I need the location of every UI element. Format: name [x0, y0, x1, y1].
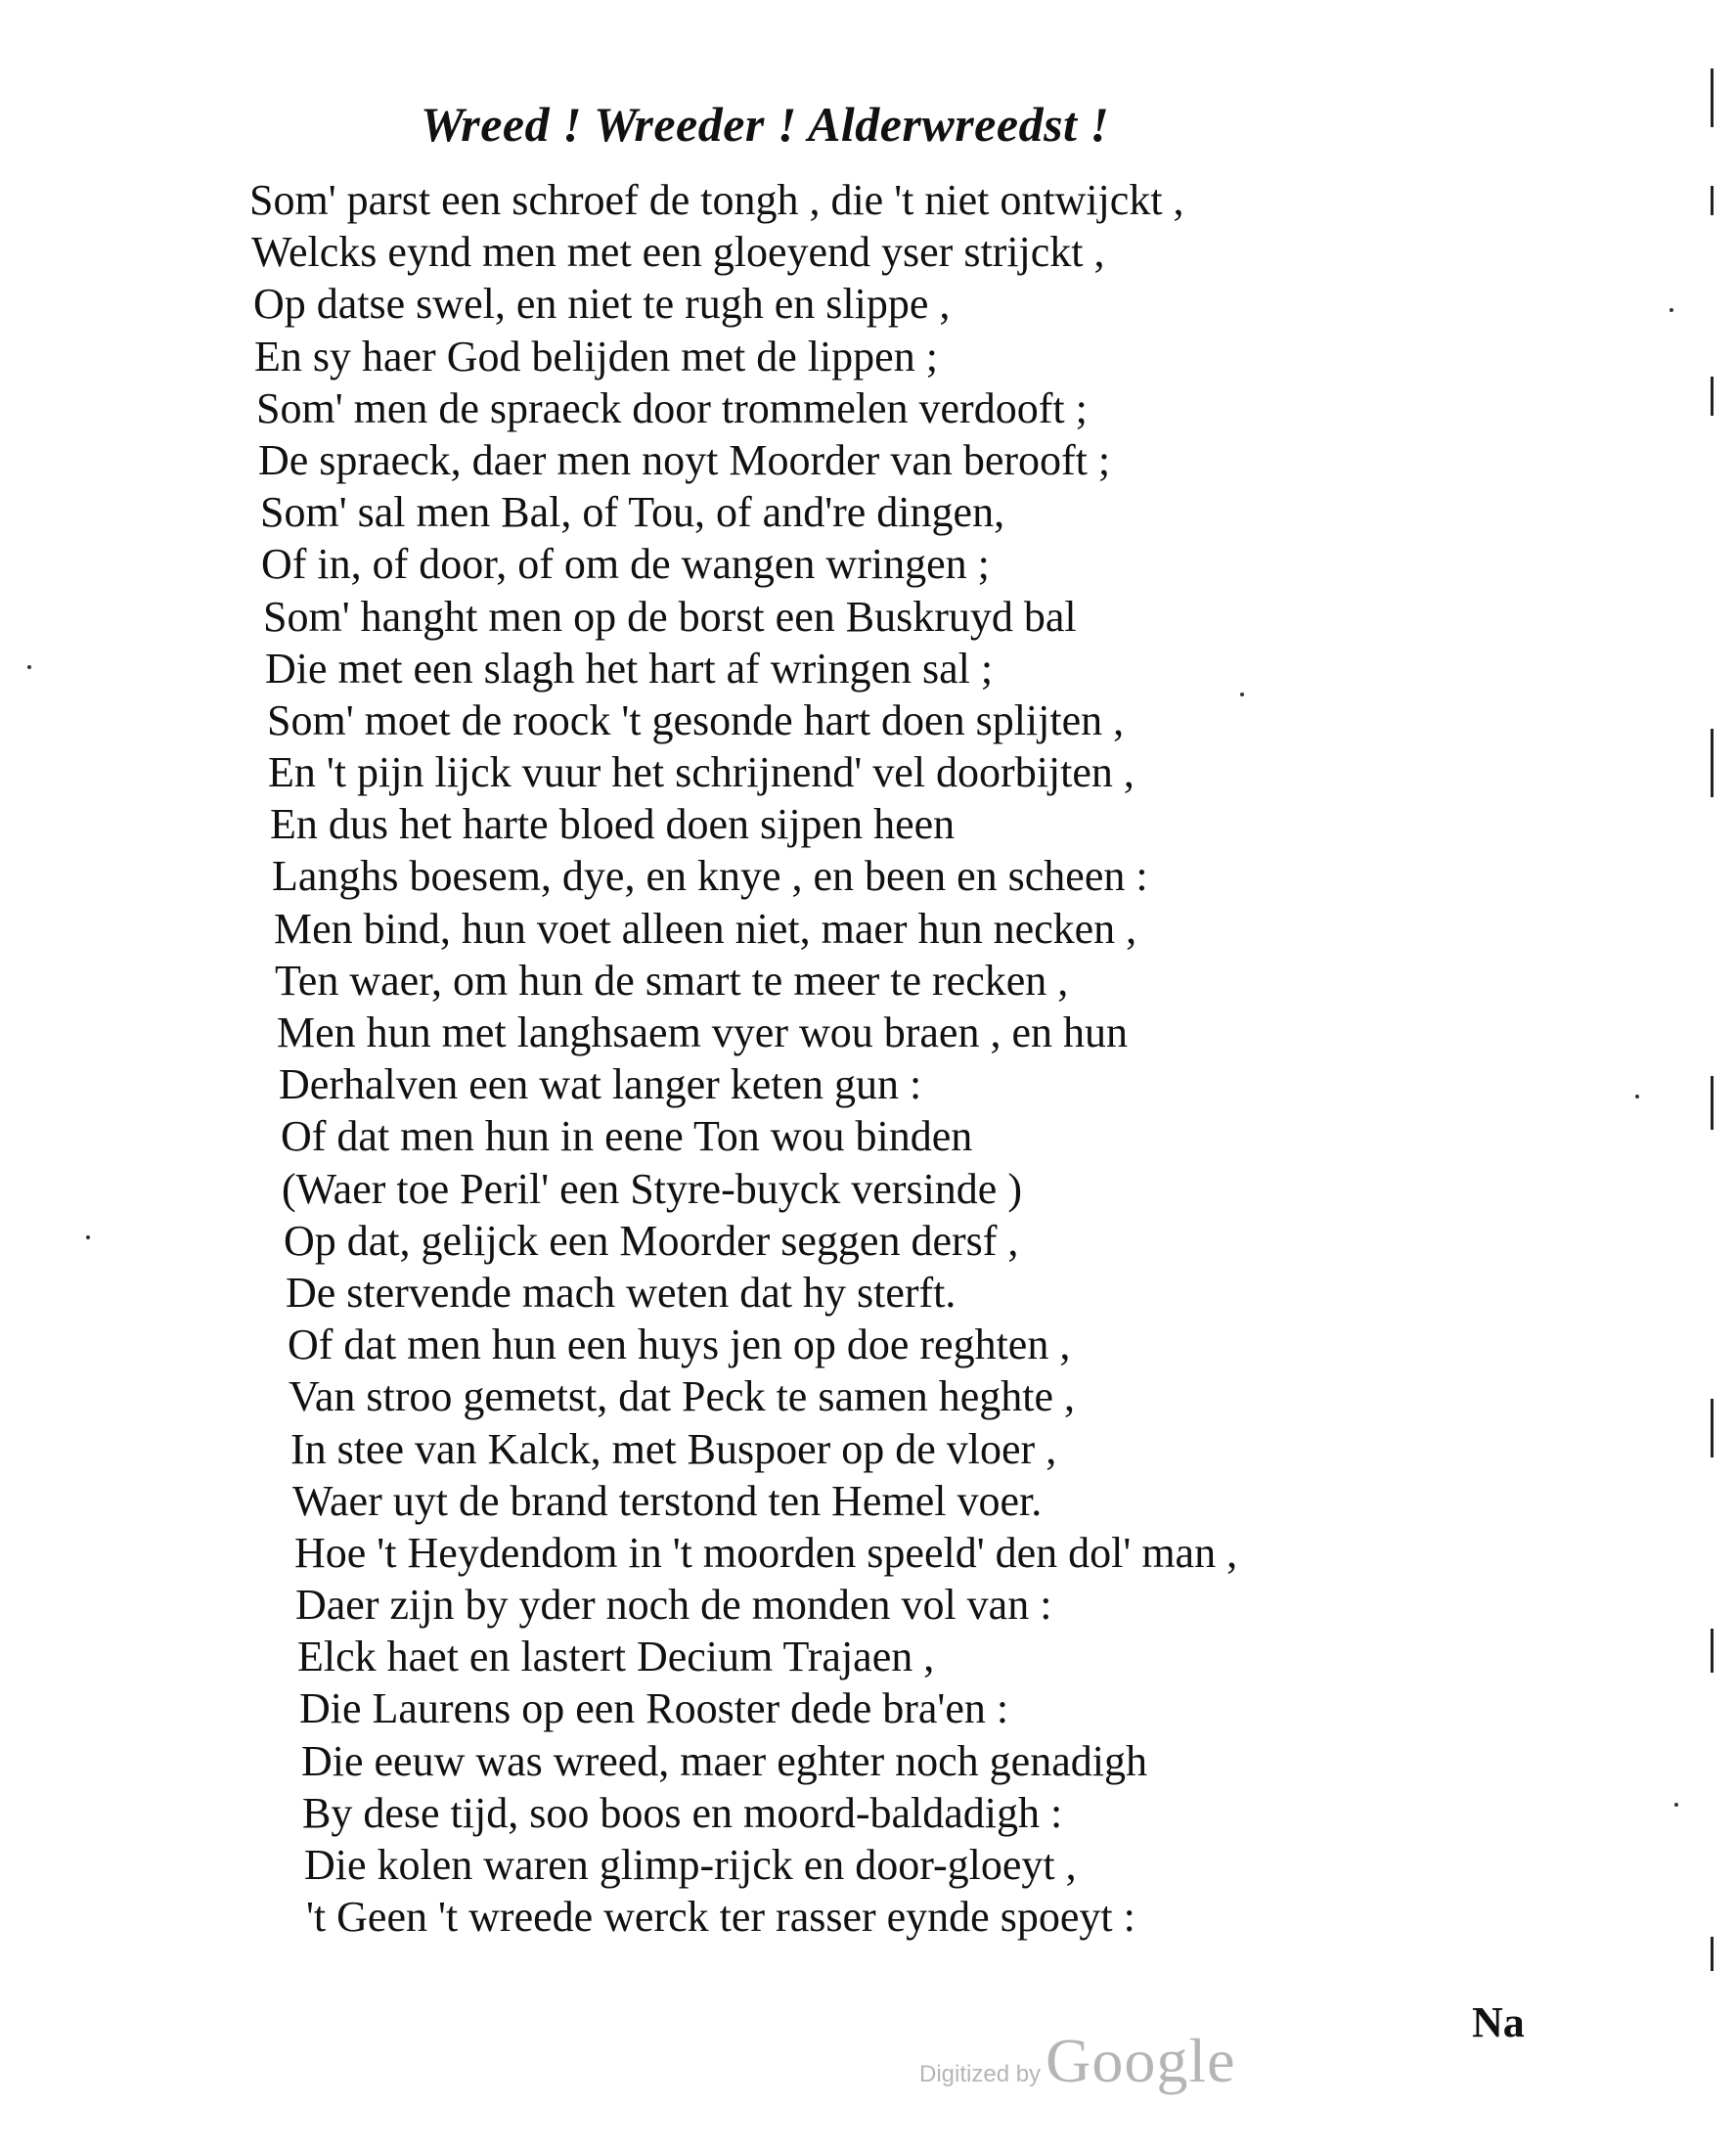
edge-mark — [1711, 377, 1714, 416]
verse-line: (Waer toe Peril' een Styre-buyck versinde ) — [282, 1164, 1022, 1213]
verse-line: Die Laurens op een Rooster dede bra'en : — [299, 1684, 1009, 1733]
verse-line: Of dat men hun een huys jen op doe reghten , — [288, 1321, 1071, 1369]
edge-mark — [1711, 729, 1714, 797]
running-head: Wreed ! Wreeder ! Alderwreedst ! — [421, 97, 1110, 152]
verse-line: Die kolen waren glimp-rijck en door-gloeyt , — [304, 1841, 1077, 1889]
verse-line: Men hun met langhsaem vyer wou braen , en hun — [277, 1008, 1128, 1056]
edge-mark — [1711, 1076, 1714, 1130]
verse-line: In stee van Kalck, met Buspoer op de vloer , — [290, 1424, 1057, 1473]
edge-mark — [1711, 1937, 1714, 1971]
ink-speck — [86, 1235, 90, 1239]
verse-line: Op dat, gelijck een Moorder seggen dersf , — [284, 1216, 1019, 1265]
verse-line: De stervende mach weten dat hy sterft. — [286, 1268, 957, 1317]
verse-line: En dus het harte bloed doen sijpen heen — [270, 800, 956, 849]
verse-line: Langhs boesem, dye, en knye , en been en scheen : — [272, 852, 1148, 901]
digitization-watermark — [919, 2025, 1236, 2097]
verse-line: Som' moet de roock 't gesonde hart doen splijten , — [267, 695, 1125, 744]
ink-speck — [1240, 693, 1244, 696]
verse-line: Die met een slagh het hart af wringen sal ; — [265, 644, 994, 693]
verse-line: Waer uyt de brand terstond ten Hemel voer. — [292, 1476, 1043, 1525]
verse-line: Van stroo gemetst, dat Peck te samen heghte , — [289, 1372, 1076, 1421]
verse-line: Som' hanght men op de borst een Buskruyd bal — [263, 592, 1077, 641]
ink-speck — [1674, 1803, 1678, 1807]
verse-line: By dese tijd, soo boos en moord-baldadigh : — [302, 1788, 1063, 1837]
verse-line: De spraeck, daer men noyt Moorder van berooft ; — [258, 435, 1111, 484]
verse-line: Som' sal men Bal, of Tou, of and're dingen, — [260, 488, 1005, 537]
verse-line: Daer zijn by yder noch de monden vol van : — [295, 1581, 1052, 1630]
edge-mark — [1711, 68, 1714, 127]
verse-line: Hoe 't Heydendom in 't moorden speeld' den dol' man , — [294, 1528, 1238, 1577]
verse-block — [249, 174, 1462, 1943]
edge-mark — [1711, 186, 1714, 215]
verse-line: Som' men de spraeck door trommelen verdooft ; — [256, 383, 1088, 432]
verse-line: Die eeuw was wreed, maer eghter noch genadigh — [301, 1736, 1147, 1785]
verse-line: Som' parst een schroef de tongh , die 't niet ontwijckt , — [249, 176, 1184, 224]
edge-mark — [1711, 1399, 1714, 1457]
watermark-logo: Google — [1046, 2026, 1236, 2095]
verse-line: Of in, of door, of om de wangen wringen ; — [261, 540, 990, 589]
edge-mark — [1711, 1629, 1714, 1673]
verse-line: Of dat men hun in eene Ton wou binden — [281, 1112, 973, 1161]
verse-line: Ten waer, om hun de smart te meer te recken , — [275, 956, 1069, 1005]
verse-line: Welcks eynd men met een gloeyend yser strijckt , — [251, 228, 1105, 277]
ink-speck — [1635, 1095, 1639, 1098]
verse-line: En sy haer God belijden met de lippen ; — [254, 332, 938, 381]
ink-speck — [1669, 308, 1673, 312]
page-edge-marks — [1697, 0, 1736, 2150]
verse-line: Derhalven een wat langer keten gun : — [279, 1060, 922, 1109]
watermark-prefix: Digitized by — [919, 2061, 1042, 2087]
verse-line: Men bind, hun voet alleen niet, maer hun necken , — [274, 904, 1137, 953]
verse-line: Op datse swel, en niet te rugh en slippe , — [253, 280, 951, 329]
verse-line: En 't pijn lijck vuur het schrijnend' vel doorbijten , — [268, 748, 1135, 797]
verse-line: Elck haet en lastert Decium Trajaen , — [297, 1633, 935, 1681]
catchword: Na — [1472, 1998, 1525, 2046]
ink-speck — [27, 665, 31, 669]
verse-line: 't Geen 't wreede werck ter rasser eynde spoeyt : — [306, 1893, 1135, 1942]
